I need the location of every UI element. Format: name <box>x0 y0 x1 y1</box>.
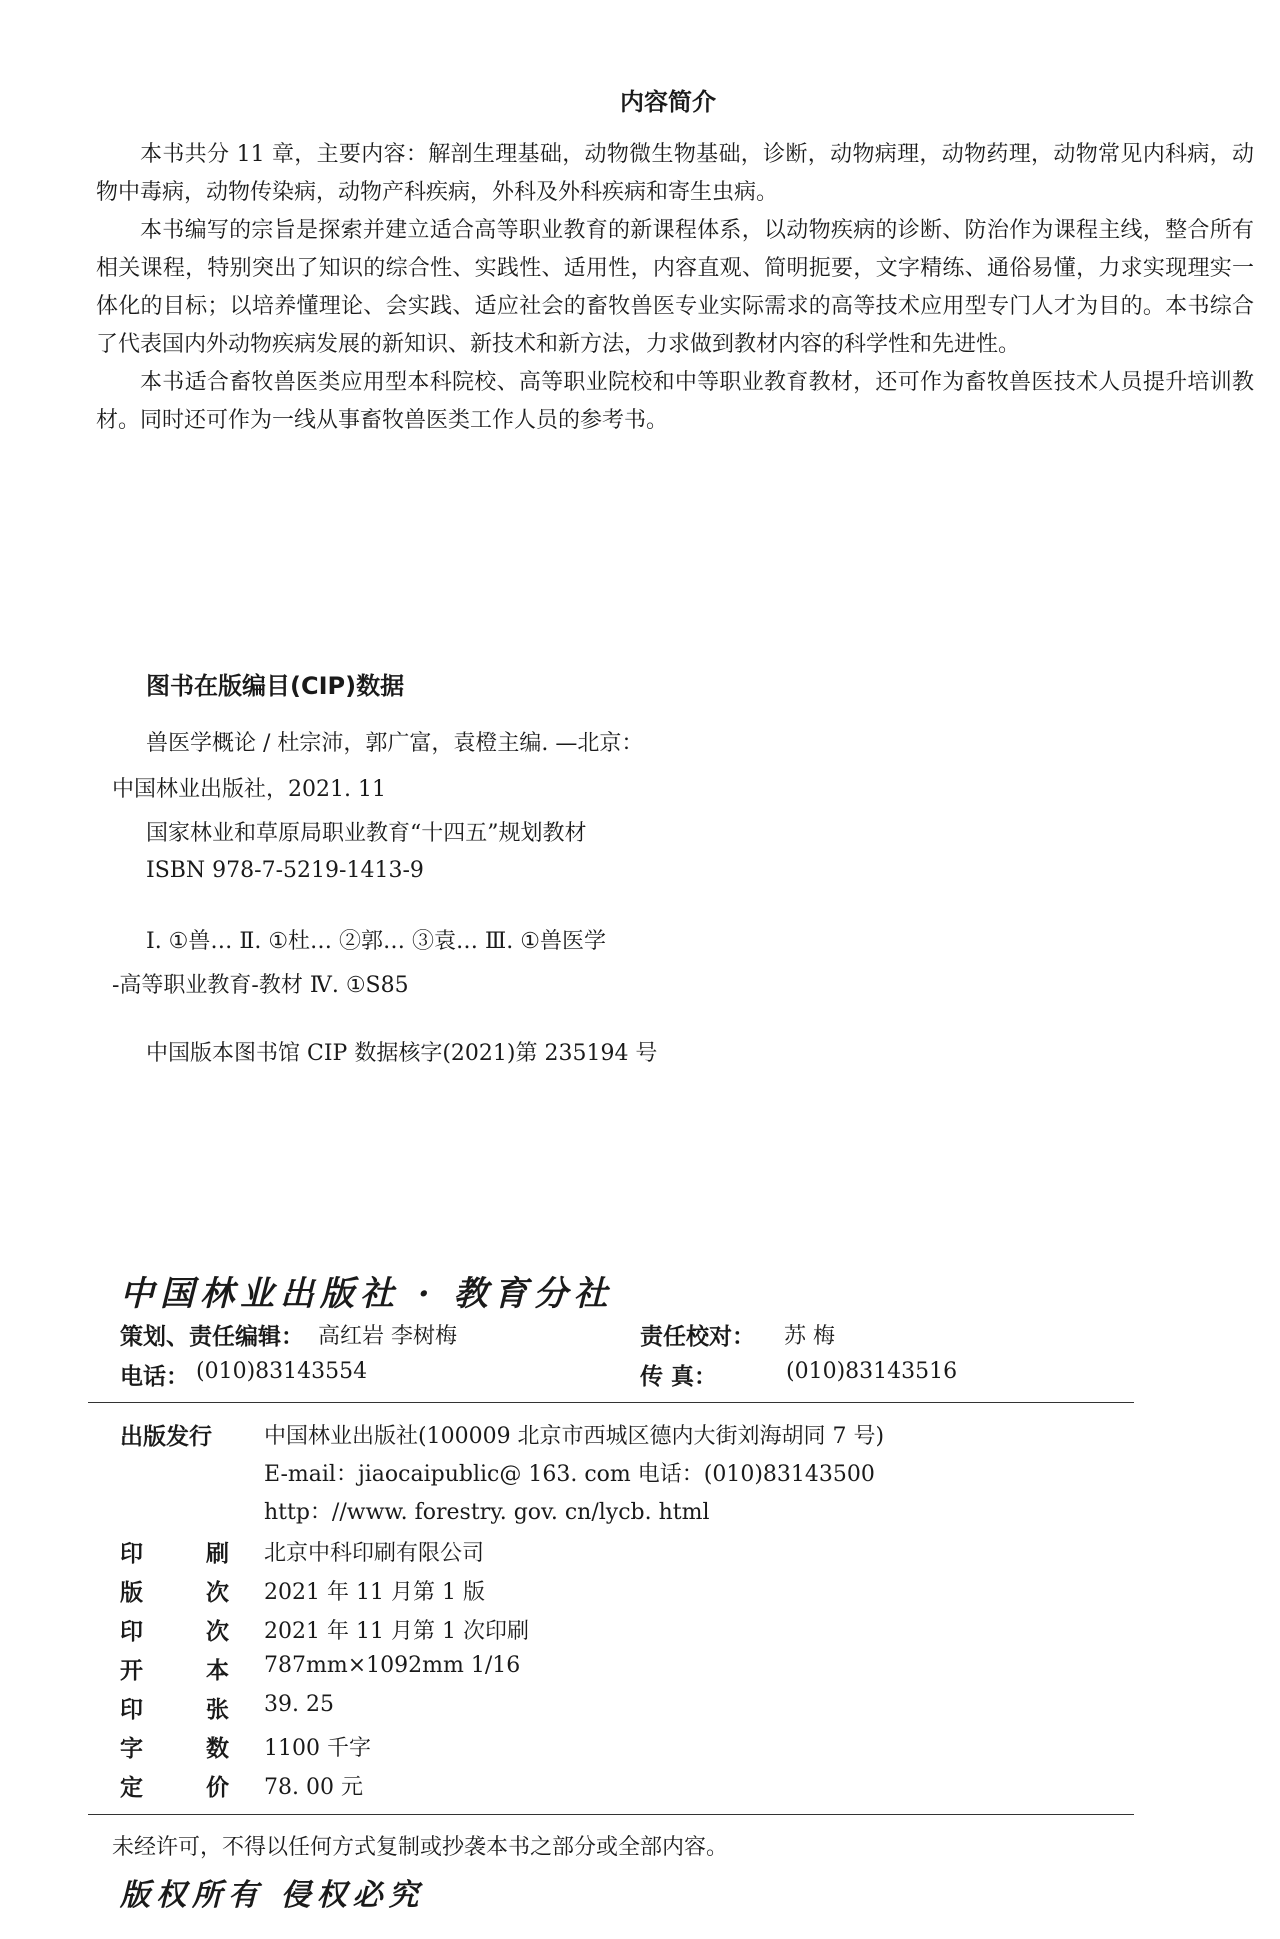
divider <box>88 1814 1134 1815</box>
spec-label: 开 <box>120 1658 143 1684</box>
cip-heading: 图书在版编目(CIP)数据 <box>146 672 405 700</box>
spec-value: 1100 千字 <box>264 1736 371 1761</box>
summary-body <box>96 136 1254 440</box>
spec-value: 2021 年 11 月第 1 次印刷 <box>264 1619 529 1644</box>
phone-value: (010)83143554 <box>196 1359 368 1384</box>
spec-label: 次 <box>206 1619 229 1645</box>
cip-line: 中国林业出版社，2021. 11 <box>112 777 386 802</box>
spec-label: 刷 <box>206 1541 229 1567</box>
spec-label: 版 <box>120 1580 143 1606</box>
summary-title: 内容简介 <box>620 88 716 116</box>
distribution-address: 中国林业出版社(100009 北京市西城区德内大街刘海胡同 7 号) <box>264 1424 885 1449</box>
copyright-statement: 版权所有 侵权必究 <box>120 1878 425 1913</box>
divider <box>88 1402 1134 1403</box>
summary-paragraph: 本书编写的宗旨是探索并建立适合高等职业教育的新课程体系，以动物疾病的诊断、防治作为课程主线，整合所有相关课程，特别突出了知识的综合性、实践性、适用性，内容直观、简明扼要，文字精练、通俗易懂，力求实现理实一体化的目标；以培养懂理论、会实践、适应社会的畜牧兽医专业实际需求的高等技术应用型专门人才为目的。本书综合了代表国内外动物疾病发展的新知识、新技术和新方法，力求做到教材内容的科学性和先进性。 <box>96 218 1254 357</box>
cip-record-number: 中国版本图书馆 CIP 数据核字(2021)第 235194 号 <box>146 1041 658 1066</box>
spec-label: 本 <box>206 1658 229 1684</box>
cip-line: ISBN 978-7-5219-1413-9 <box>146 858 424 883</box>
spec-label: 字 <box>120 1736 143 1762</box>
distribution-website: http：//www. forestry. gov. cn/lycb. html <box>264 1500 710 1525</box>
spec-label: 张 <box>206 1697 229 1723</box>
spec-label: 数 <box>206 1736 229 1762</box>
editor-value: 高红岩 李树梅 <box>318 1324 457 1349</box>
spec-value: 78. 00 元 <box>264 1775 363 1800</box>
spec-label: 价 <box>206 1775 229 1801</box>
publisher-name: 中国林业出版社 · 教育分社 <box>120 1274 614 1314</box>
phone-label: 电话： <box>120 1364 189 1390</box>
proof-label: 责任校对： <box>640 1324 755 1350</box>
fax-value: (010)83143516 <box>786 1359 958 1384</box>
cip-line: Ⅰ. ①兽… Ⅱ. ①杜… ②郭… ③袁… Ⅲ. ①兽医学 <box>146 929 606 954</box>
cip-line: -高等职业教育-教材 Ⅳ. ①S85 <box>112 973 409 998</box>
fax-label: 传 真： <box>640 1364 718 1390</box>
editor-label: 策划、责任编辑： <box>120 1324 304 1350</box>
summary-paragraph: 本书适合畜牧兽医类应用型本科院校、高等职业院校和中等职业教育教材，还可作为畜牧兽医技术人员提升培训教材。同时还可作为一线从事畜牧兽医类工作人员的参考书。 <box>96 370 1254 433</box>
spec-label: 印 <box>120 1619 143 1645</box>
spec-value: 39. 25 <box>264 1692 334 1717</box>
spec-label: 印 <box>120 1541 143 1567</box>
distribution-label: 出版发行 <box>120 1424 212 1450</box>
spec-label: 定 <box>120 1775 143 1801</box>
spec-label: 印 <box>120 1697 143 1723</box>
summary-paragraph: 本书共分 11 章，主要内容：解剖生理基础，动物微生物基础，诊断，动物病理，动物药理，动物常见内科病，动物中毒病，动物传染病，动物产科疾病，外科及外科疾病和寄生虫病。 <box>96 142 1254 205</box>
spec-value: 北京中科印刷有限公司 <box>264 1541 485 1566</box>
proof-value: 苏 梅 <box>784 1324 835 1349</box>
cip-line: 国家林业和草原局职业教育“十四五”规划教材 <box>146 821 587 846</box>
reproduction-notice: 未经许可，不得以任何方式复制或抄袭本书之部分或全部内容。 <box>112 1835 729 1860</box>
cip-line: 兽医学概论 / 杜宗沛，郭广富，袁橙主编. —北京： <box>146 731 644 756</box>
distribution-contact: E-mail：jiaocaipublic@ 163. com 电话：(010)83143500 <box>264 1462 875 1487</box>
spec-value: 2021 年 11 月第 1 版 <box>264 1580 485 1605</box>
spec-value: 787mm×1092mm 1/16 <box>264 1653 521 1678</box>
spec-label: 次 <box>206 1580 229 1606</box>
